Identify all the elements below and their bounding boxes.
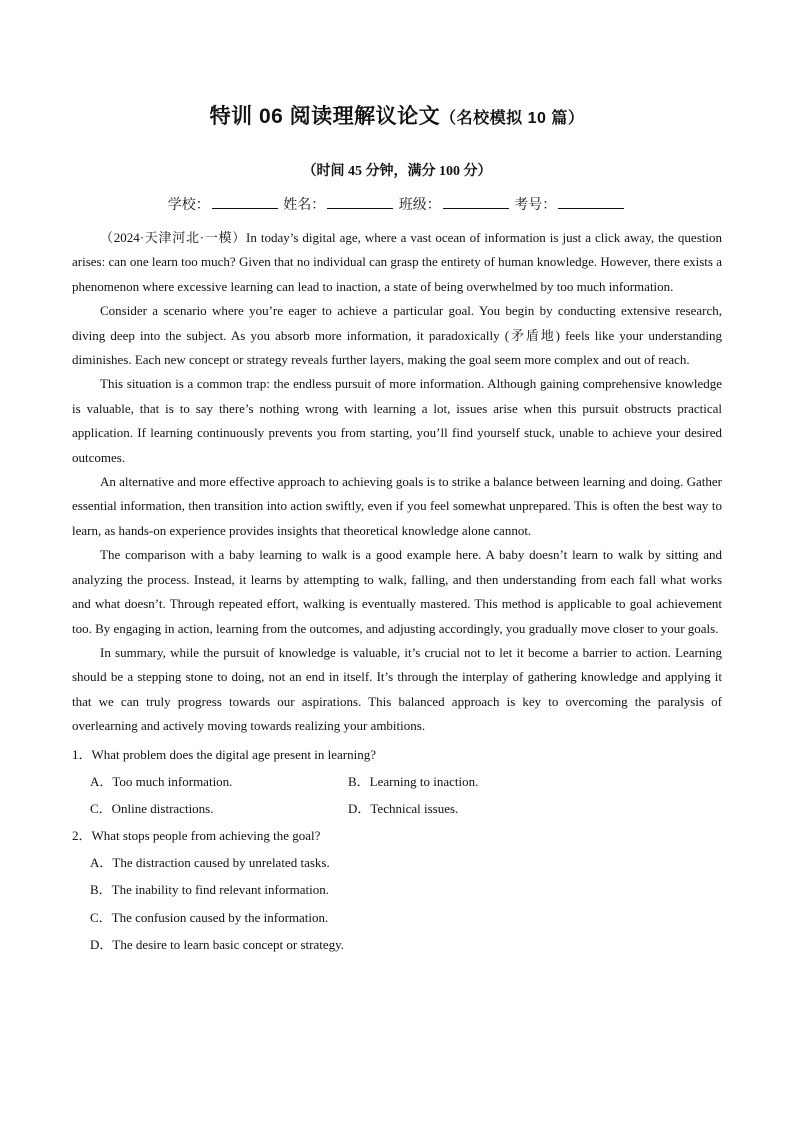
passage-paragraph-4: An alternative and more effective approach to achieving goals is to strike a balance between learning and doing. Gather essential information, then transition into action swiftly, even if you feel somewhat unprepared. This is often the best way to learn, as hands-on experience provides insights that theoretical knowledge alone cannot.	[72, 474, 722, 538]
name-label: 姓名：	[283, 198, 326, 213]
question-list	[72, 741, 722, 959]
passage-paragraph-1	[72, 226, 722, 299]
option-a[interactable]: A．The distraction caused by unrelated tasks.	[90, 854, 330, 870]
title-suffix: （名校模拟 10 篇）	[440, 110, 585, 127]
reading-passage	[72, 226, 722, 739]
exam-subtitle: （时间 45 分钟，满分 100 分）	[302, 164, 492, 179]
name-blank[interactable]	[327, 196, 393, 209]
option-d[interactable]: D．Technical issues.	[348, 800, 459, 816]
school-blank[interactable]	[212, 196, 278, 209]
question-options	[72, 768, 722, 822]
option-a[interactable]: A．Too much information.	[90, 773, 233, 789]
question-stem: 2．What stops people from achieving the goal?	[72, 827, 321, 843]
option-b[interactable]: B．The inability to find relevant information.	[90, 882, 330, 898]
option-c[interactable]: C．Online distractions.	[90, 800, 214, 816]
option-c[interactable]: C．The confusion caused by the information.	[90, 909, 329, 925]
passage-paragraph-2: Consider a scenario where you’re eager to achieve a particular goal. You begin by conducting extensive research, diving deep into the subject. As you absorb more information, it paradoxically (矛盾地) feels like your understanding diminishes. Each new concept or strategy reveals further layers, making the goal seem more complex and out of reach.	[72, 303, 722, 368]
question-1	[72, 741, 722, 822]
passage-paragraph-3: This situation is a common trap: the endless pursuit of more information. Although gaining comprehensive knowledge is valuable, that is to say there’s nothing wrong with learning a lot, issues arise when this pursuit obstructs practical application. If learning continuously prevents you from starting, you’ll find yourself stuck, unable to achieve your desired outcomes.	[72, 376, 722, 465]
school-label: 学校：	[167, 198, 210, 213]
title-main: 特训 06 阅读理解议论文	[209, 105, 441, 128]
question-2	[72, 822, 722, 959]
option-b[interactable]: B．Learning to inaction.	[348, 773, 479, 789]
option-d[interactable]: D．The desire to learn basic concept or strategy.	[90, 937, 345, 953]
exam-number-blank[interactable]	[558, 196, 624, 209]
question-options	[72, 849, 722, 959]
passage-paragraph-6: In summary, while the pursuit of knowledge is valuable, it’s crucial not to let it become a barrier to action. Learning should be a stepping stone to doing, not an end in itself. It’s through the interplay of gathering knowledge and applying it that we can truly progress towards our aspirations. This balanced approach is key to overcoming the paralysis of overlearning and actively moving towards realizing your ambitions.	[72, 644, 722, 734]
student-info-line	[72, 194, 722, 214]
class-label: 班级：	[398, 198, 441, 213]
paragraph-text: In today’s digital age, where a vast ocean of information is just a click away, the question arises: can one learn too much? Given that no individual can grasp the entirety of human knowledge. However, there exists a phenomenon where excessive learning can lead to inaction, a state of being overwhelmed by too much information.	[72, 230, 722, 294]
exam-number-label: 考号：	[514, 198, 557, 213]
page-title	[72, 100, 722, 130]
passage-source: （2024·天津河北·一模）	[100, 230, 247, 245]
document-page	[72, 100, 722, 959]
class-blank[interactable]	[443, 196, 509, 209]
passage-paragraph-5: The comparison with a baby learning to walk is a good example here. A baby doesn’t learn to walk by sitting and analyzing the process. Instead, it learns by attempting to walk, falling, and then understanding from each fall what works and what doesn’t. Through repeated effort, walking is eventually mastered. This method is applicable to goal achievement too. By engaging in action, learning from the outcomes, and adjusting accordingly, you gradually move closer to your goals.	[72, 547, 722, 636]
question-stem: 1．What problem does the digital age present in learning?	[72, 746, 376, 762]
